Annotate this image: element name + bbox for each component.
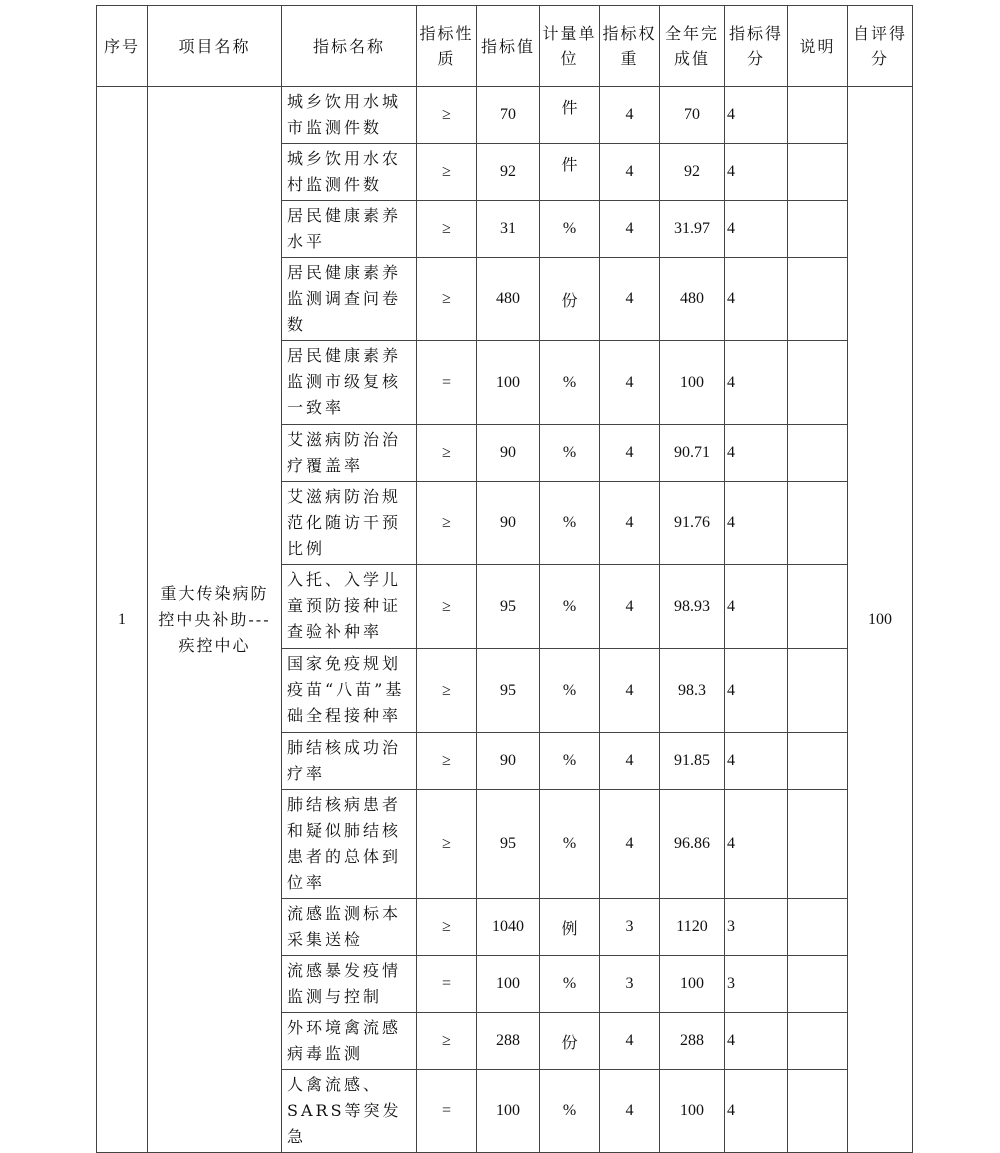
indicator-unit: % (540, 482, 600, 565)
indicator-actual: 70 (660, 87, 725, 144)
indicator-note (788, 649, 848, 733)
indicator-actual: 100 (660, 341, 725, 425)
indicator-target: 100 (477, 956, 540, 1013)
indicator-actual: 98.3 (660, 649, 725, 733)
indicator-unit: % (540, 201, 600, 258)
indicator-nature: = (417, 341, 477, 425)
indicator-score: 4 (725, 258, 788, 341)
indicator-score: 4 (725, 649, 788, 733)
indicator-nature: ≥ (417, 565, 477, 649)
indicator-nature: = (417, 1070, 477, 1153)
indicator-actual: 96.86 (660, 790, 725, 899)
indicator-target: 288 (477, 1013, 540, 1070)
indicator-note (788, 790, 848, 899)
table-body (97, 87, 913, 1153)
indicator-nature: ≥ (417, 1013, 477, 1070)
indicator-name: 外环境禽流感病毒监测 (282, 1013, 417, 1070)
header-actual: 全年完成值 (660, 6, 725, 87)
header-seq: 序号 (97, 6, 148, 87)
indicator-actual: 100 (660, 956, 725, 1013)
indicator-weight: 4 (600, 1013, 660, 1070)
indicator-weight: 4 (600, 201, 660, 258)
indicator-weight: 4 (600, 425, 660, 482)
indicator-score: 4 (725, 1070, 788, 1153)
indicator-note (788, 956, 848, 1013)
indicator-nature: ≥ (417, 258, 477, 341)
indicator-weight: 3 (600, 899, 660, 956)
indicator-score: 4 (725, 144, 788, 201)
indicator-actual: 288 (660, 1013, 725, 1070)
indicator-name: 流感监测标本采集送检 (282, 899, 417, 956)
indicator-weight: 4 (600, 733, 660, 790)
indicator-unit: % (540, 1070, 600, 1153)
indicator-unit: 份 (540, 258, 600, 341)
indicator-unit: % (540, 956, 600, 1013)
indicator-name: 城乡饮用水城市监测件数 (282, 87, 417, 144)
indicator-name: 入托、入学儿童预防接种证查验补种率 (282, 565, 417, 649)
indicator-unit: % (540, 790, 600, 899)
indicator-target: 70 (477, 87, 540, 144)
indicator-unit: % (540, 565, 600, 649)
header-weight: 指标权重 (600, 6, 660, 87)
indicator-note (788, 201, 848, 258)
indicator-target: 92 (477, 144, 540, 201)
indicator-note (788, 733, 848, 790)
indicator-score: 3 (725, 899, 788, 956)
indicator-target: 90 (477, 733, 540, 790)
indicator-actual: 1120 (660, 899, 725, 956)
group-project-name: 重大传染病防控中央补助---疾控中心 (148, 87, 282, 1153)
table-header-row (97, 6, 913, 87)
indicator-unit: 件 (540, 87, 600, 144)
indicator-weight: 4 (600, 1070, 660, 1153)
indicator-actual: 98.93 (660, 565, 725, 649)
indicator-name: 艾滋病防治治疗覆盖率 (282, 425, 417, 482)
indicator-unit: % (540, 341, 600, 425)
indicator-note (788, 341, 848, 425)
indicator-weight: 4 (600, 341, 660, 425)
indicator-score: 4 (725, 341, 788, 425)
header-score: 指标得分 (725, 6, 788, 87)
indicator-actual: 31.97 (660, 201, 725, 258)
indicator-score: 4 (725, 201, 788, 258)
indicator-name: 居民健康素养监测调查问卷数 (282, 258, 417, 341)
indicator-unit: % (540, 733, 600, 790)
indicator-name: 肺结核病患者和疑似肺结核患者的总体到位率 (282, 790, 417, 899)
indicator-target: 95 (477, 649, 540, 733)
indicator-nature: ≥ (417, 201, 477, 258)
indicator-score: 4 (725, 733, 788, 790)
indicator-unit: 份 (540, 1013, 600, 1070)
header-project: 项目名称 (148, 6, 282, 87)
header-target: 指标值 (477, 6, 540, 87)
indicator-target: 90 (477, 482, 540, 565)
indicator-note (788, 425, 848, 482)
indicator-name: 流感暴发疫情监测与控制 (282, 956, 417, 1013)
indicator-nature: ≥ (417, 425, 477, 482)
indicator-nature: ≥ (417, 790, 477, 899)
indicator-target: 100 (477, 341, 540, 425)
table-row (97, 87, 913, 144)
group-self-score: 100 (848, 87, 913, 1153)
indicator-score: 4 (725, 790, 788, 899)
indicator-target: 90 (477, 425, 540, 482)
indicator-name: 国家免疫规划疫苗“八苗”基础全程接种率 (282, 649, 417, 733)
header-self-score: 自评得分 (848, 6, 913, 87)
indicator-actual: 92 (660, 144, 725, 201)
indicator-score: 3 (725, 956, 788, 1013)
indicator-weight: 4 (600, 258, 660, 341)
indicator-note (788, 482, 848, 565)
indicator-name: 肺结核成功治疗率 (282, 733, 417, 790)
indicator-name: 居民健康素养水平 (282, 201, 417, 258)
indicator-target: 95 (477, 790, 540, 899)
indicator-weight: 4 (600, 649, 660, 733)
indicator-nature: ≥ (417, 899, 477, 956)
indicator-note (788, 87, 848, 144)
indicator-name: 艾滋病防治规范化随访干预比例 (282, 482, 417, 565)
header-unit: 计量单位 (540, 6, 600, 87)
indicator-score: 4 (725, 1013, 788, 1070)
indicator-note (788, 144, 848, 201)
indicator-nature: = (417, 956, 477, 1013)
indicator-weight: 3 (600, 956, 660, 1013)
indicator-actual: 480 (660, 258, 725, 341)
indicator-weight: 4 (600, 565, 660, 649)
indicator-nature: ≥ (417, 649, 477, 733)
indicator-score: 4 (725, 565, 788, 649)
indicator-score: 4 (725, 87, 788, 144)
indicator-note (788, 258, 848, 341)
indicator-note (788, 565, 848, 649)
header-nature: 指标性质 (417, 6, 477, 87)
indicator-nature: ≥ (417, 87, 477, 144)
indicator-weight: 4 (600, 87, 660, 144)
performance-table (96, 5, 913, 1153)
indicator-weight: 4 (600, 790, 660, 899)
indicator-note (788, 899, 848, 956)
indicator-nature: ≥ (417, 482, 477, 565)
indicator-name: 人禽流感、SARS等突发急 (282, 1070, 417, 1153)
indicator-note (788, 1013, 848, 1070)
indicator-weight: 4 (600, 144, 660, 201)
indicator-name: 城乡饮用水农村监测件数 (282, 144, 417, 201)
indicator-nature: ≥ (417, 144, 477, 201)
indicator-target: 480 (477, 258, 540, 341)
header-note: 说明 (788, 6, 848, 87)
group-seq: 1 (97, 87, 148, 1153)
performance-table-sheet (96, 5, 912, 1153)
indicator-target: 100 (477, 1070, 540, 1153)
indicator-nature: ≥ (417, 733, 477, 790)
indicator-unit: 件 (540, 144, 600, 201)
indicator-target: 31 (477, 201, 540, 258)
indicator-name: 居民健康素养监测市级复核一致率 (282, 341, 417, 425)
header-indicator: 指标名称 (282, 6, 417, 87)
indicator-note (788, 1070, 848, 1153)
indicator-target: 1040 (477, 899, 540, 956)
indicator-actual: 91.76 (660, 482, 725, 565)
indicator-score: 4 (725, 425, 788, 482)
indicator-score: 4 (725, 482, 788, 565)
indicator-actual: 100 (660, 1070, 725, 1153)
indicator-actual: 91.85 (660, 733, 725, 790)
indicator-unit: % (540, 649, 600, 733)
indicator-weight: 4 (600, 482, 660, 565)
indicator-target: 95 (477, 565, 540, 649)
indicator-unit: 例 (540, 899, 600, 956)
indicator-unit: % (540, 425, 600, 482)
indicator-actual: 90.71 (660, 425, 725, 482)
